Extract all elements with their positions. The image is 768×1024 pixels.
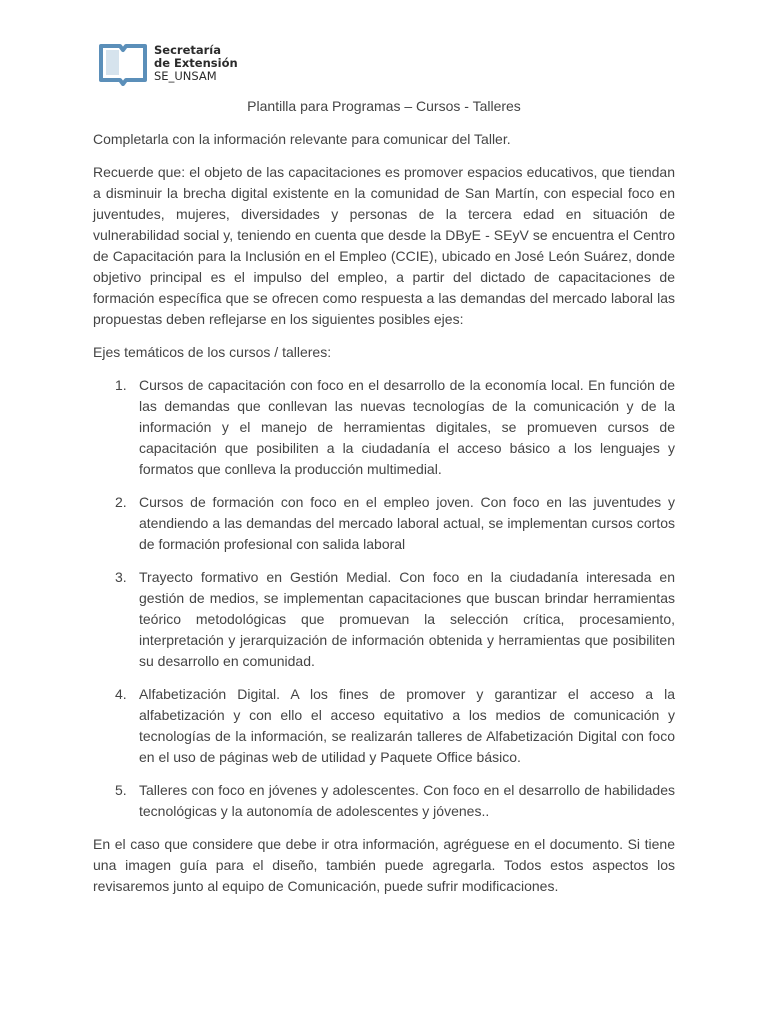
list-item-text: Talleres con foco en jóvenes y adolescentes. Con foco en el desarrollo de habilidades tecnológicas y la autonomía de adolescentes y jóvenes.. [139,782,675,819]
list-item-number: 4. [115,686,127,702]
axes-heading: Ejes temáticos de los cursos / talleres: [93,344,332,360]
logo-text [154,44,238,83]
logo-line-2: de Extensión [154,55,238,70]
list-item-number: 2. [115,494,127,510]
logo-line-1: Secretaría [154,42,222,57]
list-item [93,684,675,768]
list-item-number: 1. [115,377,127,393]
list-item-text: Cursos de capacitación con foco en el desarrollo de la economía local. En función de las demandas que conllevan las nuevas tecnologías de la comunicación y de la información y el manejo de herramientas digitales, se promueven cursos de capacitación que posibiliten a la ciudadanía el acceso básico a los lenguajes y formatos que conlleva la producción multimedial. [139,377,675,477]
closing-paragraph: En el caso que considere que debe ir otra información, agréguese en el documento. Si tiene una imagen guía para el diseño, también puede agregarla. Todos estos aspectos los revisaremos junto al equipo de Comunicación, puede sufrir modificaciones. [93,836,675,894]
list-item-text: Trayecto formativo en Gestión Medial. Con foco en la ciudadanía interesada en gestión de medios, se implementan capacitaciones que buscan brindar herramientas teórico metodológicas que promuevan la selección crítica, procesamiento, interpretación y jerarquización de información obtenida y herramientas que posibiliten su desarrollo en comunidad. [139,569,675,669]
list-item [93,780,675,822]
document-body [93,129,675,909]
axes-list [93,375,675,822]
intro-paragraph: Completarla con la información relevante para comunicar del Taller. [93,131,511,147]
secretaria-extension-logo [98,38,248,88]
list-item-text: Cursos de formación con foco en el empleo joven. Con foco en las juventudes y atendiendo a las demandas del mercado laboral actual, se implementan cursos cortos de formación profesional con salida laboral [139,494,675,552]
list-item-text: Alfabetización Digital. A los fines de promover y garantizar el acceso a la alfabetización y con ello el acceso equitativo a los medios de comunicación y tecnologías de la información, se realizarán talleres de Alfabetización Digital con foco en el uso de páginas web de utilidad y Paquete Office básico. [139,686,675,765]
list-item [93,567,675,672]
list-item [93,375,675,480]
list-item-number: 5. [115,782,127,798]
document-title: Plantilla para Programas – Cursos - Talleres [247,98,521,114]
list-item [93,492,675,555]
reminder-paragraph: Recuerde que: el objeto de las capacitaciones es promover espacios educativos, que tiendan a disminuir la brecha digital existente en la comunidad de San Martín, con especial foco en juventudes, mujeres, diversidades y personas de la tercera edad en situación de vulnerabilidad social y, teniendo en cuenta que desde la DByE - SEyV se encuentra el Centro de Capacitación para la Inclusión en el Empleo (CCIE), ubicado en José León Suárez, donde objetivo principal es el impulso del empleo, a partir del dictado de capacitaciones de formación específica que se ofrecen como respuesta a las demandas del mercado laboral las propuestas deben reflejarse en los siguientes posibles ejes: [93,164,675,327]
list-item-number: 3. [115,569,127,585]
logo-line-3: SE_UNSAM [154,68,217,83]
open-book-icon [98,40,148,86]
